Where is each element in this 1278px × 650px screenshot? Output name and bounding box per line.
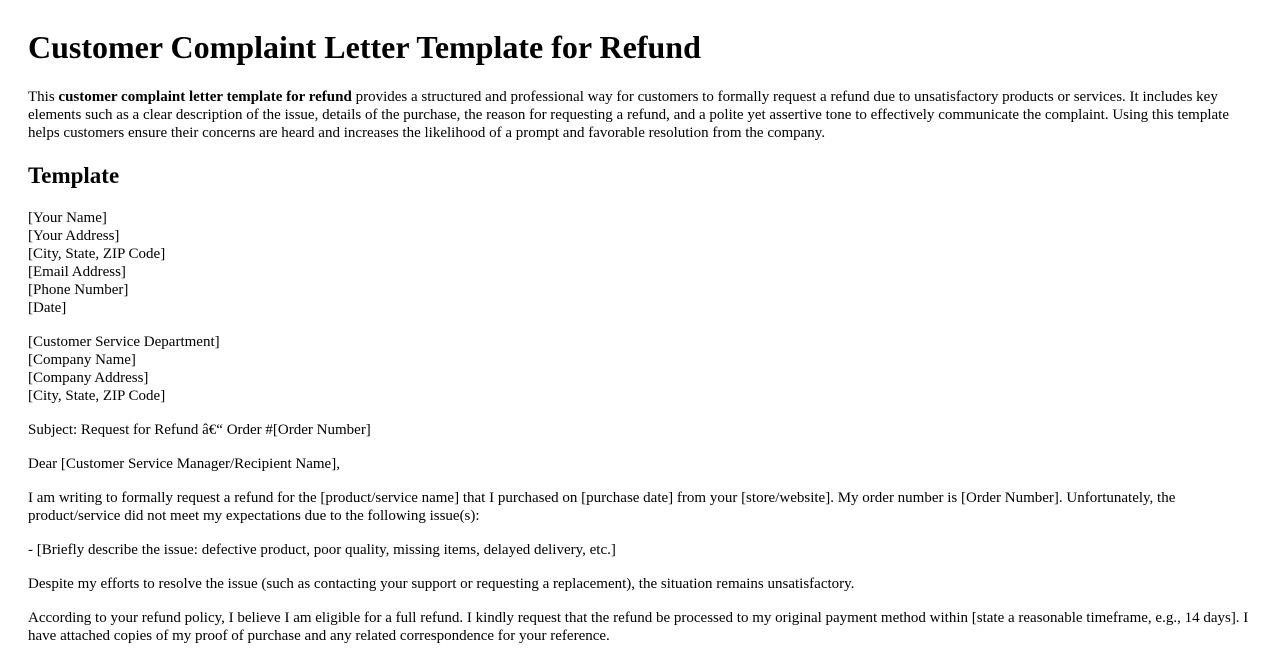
body-paragraph-2: Despite my efforts to resolve the issue (such as contacting your support or requesting a replacement), the situation remains unsatisfactory. (28, 576, 855, 592)
intro-prefix: This (28, 89, 59, 105)
body-paragraph-3: According to your refund policy, I believe I am eligible for a full refund. I kindly request that the refund be processed to my original payment method within [state a reasonable timeframe, e.g., 14 days]. I have attached copies of my proof of purchase and any related correspondence for your reference. (28, 610, 1249, 644)
template-heading: Template (28, 163, 120, 188)
intro-paragraph (28, 88, 1249, 142)
body-issue-item: - [Briefly describe the issue: defective product, poor quality, missing items, delayed delivery, etc.] (28, 542, 616, 558)
sender-phone: [Phone Number] (28, 282, 129, 298)
sender-address: [Your Address] (28, 228, 120, 244)
recipient-city: [City, State, ZIP Code] (28, 388, 166, 404)
recipient-department: [Customer Service Department] (28, 334, 220, 350)
recipient-address: [Company Address] (28, 370, 149, 386)
sender-email: [Email Address] (28, 264, 126, 280)
page-title: Customer Complaint Letter Template for Refund (28, 29, 701, 65)
body-paragraph-1: I am writing to formally request a refund for the [product/service name] that I purchased on [purchase date] from your [store/website]. My order number is [Order Number]. Unfortunately, the product/service did not meet my expectations due to the following issue(s): (28, 490, 1176, 524)
sender-date: [Date] (28, 300, 67, 316)
recipient-address-block (28, 333, 1249, 405)
intro-suffix: provides a structured and professional way for customers to formally request a refund due to unsatisfactory products or services. It includes key elements such as a clear description of the issue, details of the purchase, the reason for requesting a refund, and a polite yet assertive tone to effectively communicate the complaint. Using this template helps customers ensure their concerns are heard and increases the likelihood of a prompt and favorable resolution from the company. (28, 89, 1229, 141)
intro-bold-phrase: customer complaint letter template for refund (58, 89, 352, 105)
recipient-company: [Company Name] (28, 352, 136, 368)
salutation: Dear [Customer Service Manager/Recipient Name], (28, 456, 340, 472)
sender-name: [Your Name] (28, 210, 107, 226)
sender-city: [City, State, ZIP Code] (28, 246, 166, 262)
subject-line: Subject: Request for Refund â€“ Order #[Order Number] (28, 422, 371, 438)
sender-address-block (28, 209, 1249, 317)
